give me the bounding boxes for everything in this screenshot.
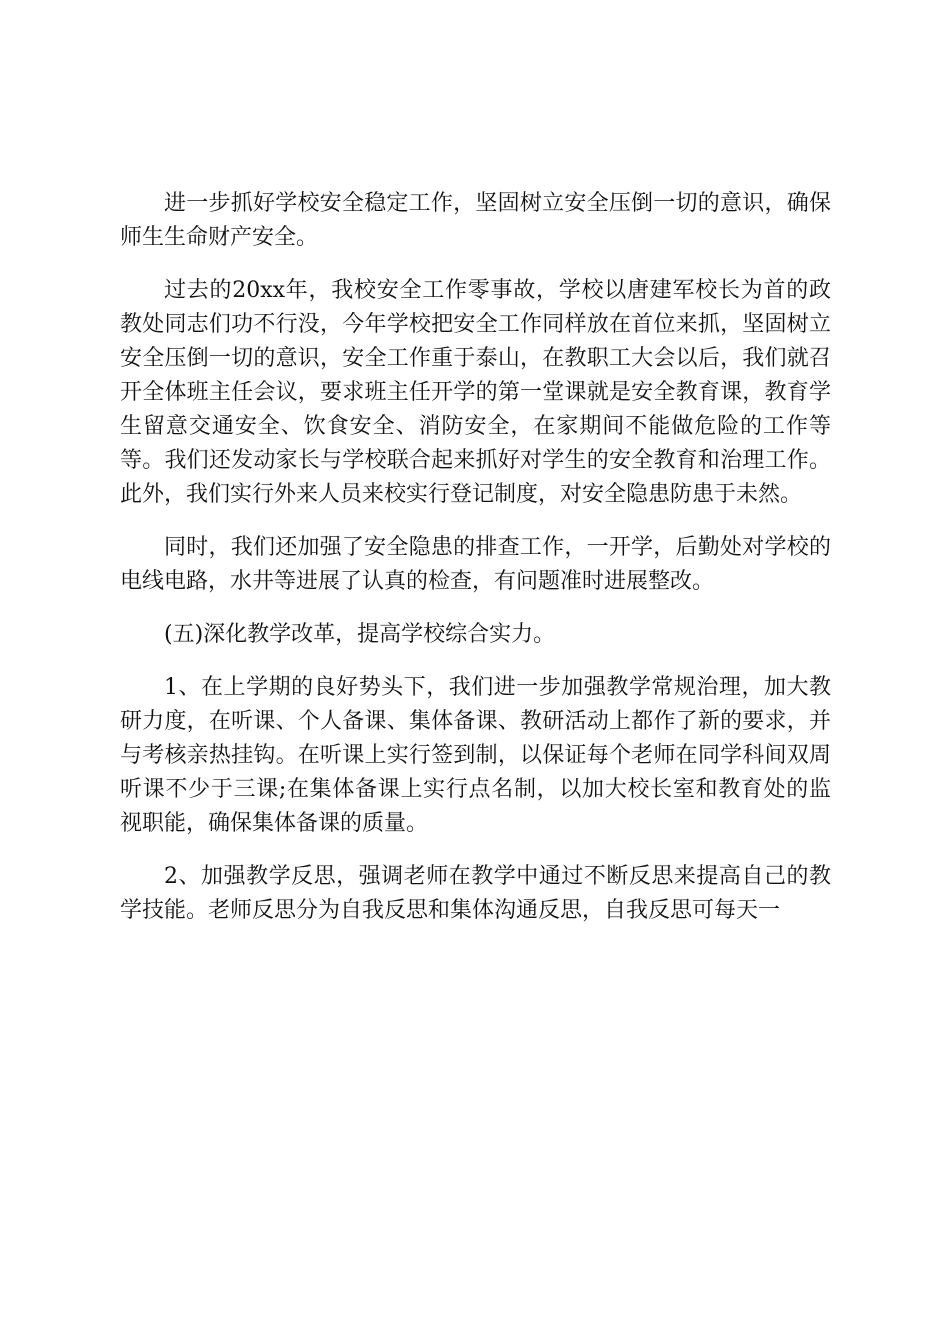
paragraph-hazard-inspection: 同时，我们还加强了安全隐患的排查工作，一开学，后勤处对学校的电线电路，水井等进展了认真的检查，有问题准时进展整改。 (120, 535, 831, 594)
section-heading-teaching-reform: (五)深化教学改革，提高学校综合实力。 (164, 622, 556, 647)
paragraph-teaching-routine: 1、在上学期的良好势头下，我们进一步加强教学常规治理，加大教研力度，在听课、个人备课、集体备课、教研活动上都作了新的要求，并与考核亲热挂钩。在听课上实行签到制，以保证每个老师在同学科间双周听课不少于三课;在集体备课上实行点名制，以加大校长室和教育处的监视职能，确保集体备课的质量。 (120, 675, 831, 836)
paragraph-safety-intro: 进一步抓好学校安全稳定工作，坚固树立安全压倒一切的意识，确保师生生命财产安全。 (120, 191, 831, 250)
paragraph-safety-review: 过去的20xx年，我校安全工作零事故，学校以唐建军校长为首的政教处同志们功不行没，今年学校把安全工作同样放在首位来抓，坚固树立安全压倒一切的意识，安全工作重于泰山，在教职工大会以后，我们就召开全体班主任会议，要求班主任开学的第一堂课就是安全教育课，教育学生留意交通安全、饮食安全、消防安全，在家期间不能做危险的工作等等。我们还发动家长与学校联合起来抓好对学生的安全教育和治理工作。此外，我们实行外来人员来校实行登记制度，对安全隐患防患于未然。 (120, 278, 831, 507)
paragraph-teaching-reflection: 2、加强教学反思，强调老师在教学中通过不断反思来提高自己的教学技能。老师反思分为自我反思和集体沟通反思，自我反思可每天一 (120, 864, 831, 923)
document-body (120, 187, 831, 928)
